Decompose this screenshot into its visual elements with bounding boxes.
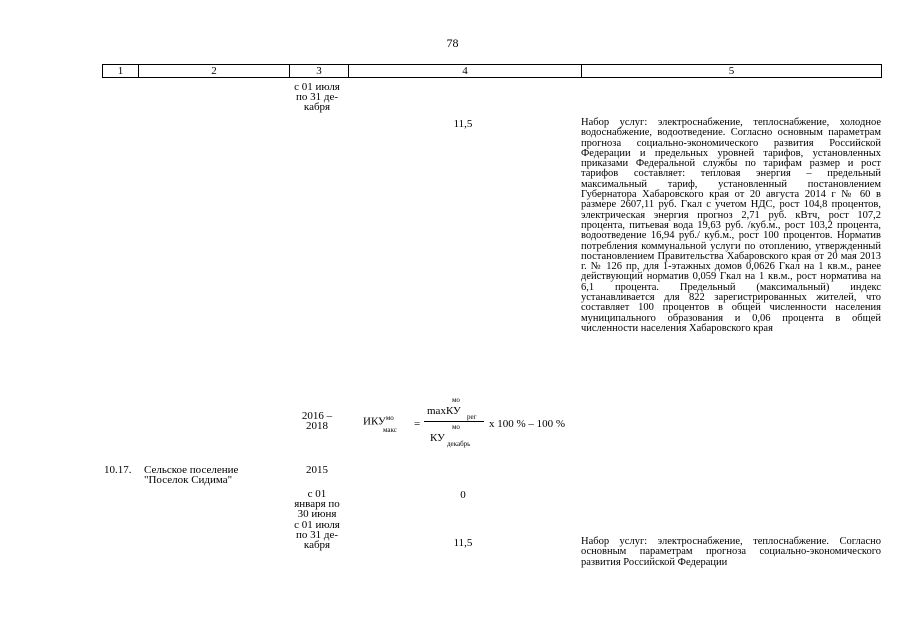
page-number: 78 — [446, 36, 459, 50]
formula-num-sup: мо — [452, 396, 460, 404]
year-cell: 2015 — [306, 464, 328, 476]
formula-den-sup: мо — [452, 423, 460, 431]
header-col-3: 3 — [316, 65, 322, 77]
formula-lhs-main: ИКУ — [363, 415, 386, 428]
formula-lhs-sup: мо — [385, 414, 394, 422]
settlement-name: Сельское поселение "Поселок Сидима" — [144, 464, 239, 486]
period-cell: с 01 января по 30 июня — [294, 488, 340, 520]
header-col-4: 4 — [462, 65, 468, 77]
period-cell: с 01 июля по 31 де-кабря — [294, 81, 340, 113]
formula-tail: х 100 % – 100 % — [489, 418, 566, 430]
formula-num-sub: рег — [467, 413, 477, 421]
value-cell: 11,5 — [453, 537, 473, 549]
formula-den: КУ — [430, 432, 445, 444]
formula-den-sub: декабрь — [447, 440, 471, 448]
row-number: 10.17. — [104, 464, 132, 476]
value-cell: 11,5 — [453, 118, 473, 130]
years-cell: 2016 – 2018 — [301, 410, 333, 432]
formula-num: maxКУ — [427, 405, 461, 417]
note-cell: Набор услуг: электроснабжение, теплоснабжение. Согласно основным параметрам прогноза социально-экономического развития Российской Федерации — [581, 536, 881, 568]
table-header-row — [102, 64, 882, 78]
header-col-1: 1 — [117, 65, 124, 77]
header-col-2: 2 — [211, 65, 217, 77]
note-cell: Набор услуг: электроснабжение, теплоснабжение, холодное водоснабжение, водоотведение. Согласно основным параметрам прогноза социально-экономического развития Российской Федерации и предельных уровней тарифов, установленных приказами Федеральной службы по тарифам размер и рост тарифов составляет: тепловая энергия – предельный максимальный тариф, установленный постановлением Губернатора Хабаровского края от 20 августа 2014 г № 60 в размере 2607,11 руб. Гкал с учетом НДС, рост 104,8 процентов, электрическая энергия прогноз 2,71 руб. кВтч, рост 107,2 процента, питьевая вода 19,63 руб. /куб.м., рост 103,2 процента, водоотведение 16,94 руб./ куб.м., рост 100 процентов. Норматив потребления коммунальной услуги по отоплению, утвержденный постановлением Правительства Хабаровского края от 20 мая 2013 г. № 126 пр, для 1-этажных домов 0,0626 Гкал на 1 кв.м., ранее действующий норматив 0,059 Гкал на 1 кв.м., рост норматива на 6,1 процента. Предельный (максимальный) индекс устанавливается для 822 зарегистрированных жителей, что составляет 100 процентов в общей численности населения муниципального образования и 0,06 процента в общей численности населения Хабаровского края — [581, 117, 881, 334]
header-col-5: 5 — [728, 65, 735, 77]
formula-eq: = — [414, 418, 421, 430]
period-cell: с 01 июля по 31 де-кабря — [294, 519, 340, 551]
fraction-line — [424, 421, 484, 422]
value-cell: 0 — [460, 489, 466, 501]
formula-lhs-sub: макс — [383, 426, 397, 434]
